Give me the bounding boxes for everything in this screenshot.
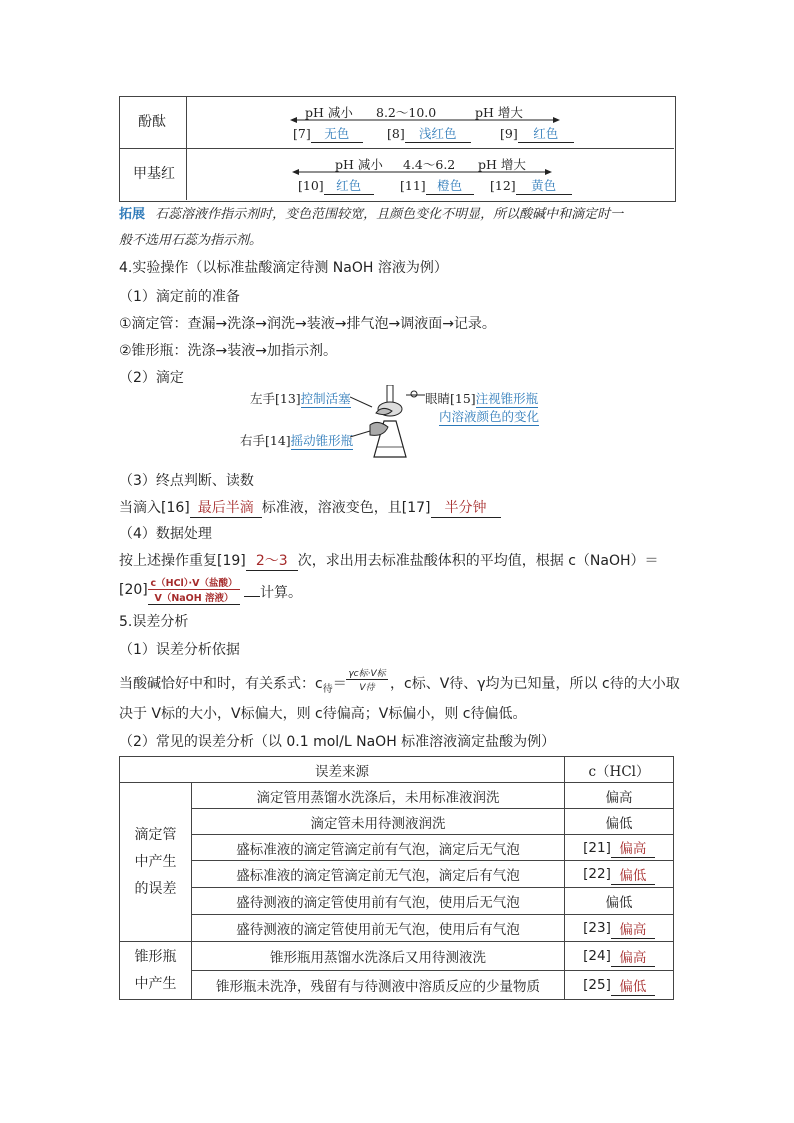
eye-answer: 注视锥形瓶	[475, 391, 539, 406]
ph-increase-label: pH 增大	[478, 157, 526, 172]
answer-16: 最后半滴	[190, 497, 262, 518]
extension-paragraph: 拓展 石蕊溶液作指示剂时，变色范围较宽，且颜色变化不明显，所以酸碱中和滴定时一	[119, 207, 624, 222]
slot-answer: 无色	[324, 126, 350, 141]
left-hand-label: 左手[13]	[250, 391, 301, 406]
paragraph: 当酸碱恰好中和时，有关系式：$c_待=$	[119, 676, 347, 695]
extension-label: 拓展	[119, 207, 146, 222]
slot-number: [10]	[298, 178, 324, 193]
ph-range: 4.4～6.2	[403, 157, 456, 172]
subsection-heading: （3）终点判断、读数	[119, 473, 254, 489]
paragraph: ②锥形瓶：洗涤→装液→加指示剂。	[119, 343, 338, 359]
ph-decrease-label: pH 减小	[335, 157, 383, 172]
slot-answer: 红色	[533, 126, 559, 141]
subsection-heading: （2）滴定	[119, 370, 184, 386]
formula-fraction: c（HCl）·V（盐酸） V（NaOH 溶液）	[148, 575, 240, 605]
section-4-title: 4.实验操作（以标准盐酸滴定待测 NaOH 溶液为例）	[119, 260, 448, 276]
paragraph: [20]	[119, 582, 148, 598]
slot-answer: 浅红色	[418, 126, 457, 141]
left-hand-answer: 控制活塞	[300, 391, 351, 406]
relation-fraction: γc标·V标 V待	[346, 666, 388, 693]
table-header-c: c（HCl）	[564, 756, 674, 783]
ph-increase-label: pH 增大	[475, 105, 523, 120]
paragraph: ①滴定管：查漏→洗涤→润洗→装液→排气泡→调液面→记录。	[119, 316, 496, 332]
paragraph: 当滴入[16] 最后半滴 标准液，溶液变色，且[17] 半分钟	[119, 497, 501, 518]
ph-range: 8.2～10.0	[376, 105, 437, 120]
ph-decrease-label: pH 减小	[305, 105, 353, 120]
subsection-heading: （1）滴定前的准备	[119, 289, 240, 305]
eye-label: 眼睛[15]	[425, 391, 476, 406]
paragraph: ，c标、V待、γ均为已知量，所以 c待的大小取	[390, 676, 680, 692]
slot-number: [9]	[500, 126, 518, 141]
slot-answer: 红色	[336, 178, 362, 193]
slot-answer: 黄色	[531, 178, 557, 193]
slot-number: [11]	[400, 178, 426, 193]
right-hand-answer: 摇动锥形瓶	[290, 433, 354, 448]
subsection-heading: （1）误差分析依据	[119, 642, 240, 658]
indicator-name: 甲基红	[133, 166, 175, 182]
titration-illustration-icon	[350, 385, 430, 467]
slot-number: [8]	[387, 126, 405, 141]
answer-17: 半分钟	[431, 497, 501, 518]
table-header-source: 误差来源	[119, 756, 565, 783]
slot-answer: 橙色	[437, 178, 463, 193]
section-5-title: 5.误差分析	[119, 614, 189, 630]
paragraph: 按上述操作重复[19] 2～3 次，求出用去标准盐酸体积的平均值，根据 c（NaOH）＝	[119, 550, 659, 571]
subsection-heading: （4）数据处理	[119, 526, 212, 542]
right-hand-label: 右手[14]	[240, 433, 291, 448]
paragraph: 决于 V标的大小，V标偏大，则 c待偏高；V标偏小，则 c待偏低。	[119, 706, 527, 722]
group-label-flask: 锥形瓶 中产生	[119, 941, 192, 1000]
slot-number: [7]	[293, 126, 311, 141]
slot-number: [12]	[490, 178, 516, 193]
eye-answer-line2: 内溶液颜色的变化	[439, 409, 540, 424]
group-label-burette: 滴定管 中产生 的误差	[119, 782, 192, 942]
extension-text: 般不选用石蕊为指示剂。	[119, 233, 263, 248]
indicator-name: 酚酞	[138, 114, 166, 130]
subsection-heading: （2）常见的误差分析（以 0.1 mol/L NaOH 标准溶液滴定盐酸为例）	[119, 734, 556, 750]
answer-19: 2～3	[246, 550, 298, 571]
